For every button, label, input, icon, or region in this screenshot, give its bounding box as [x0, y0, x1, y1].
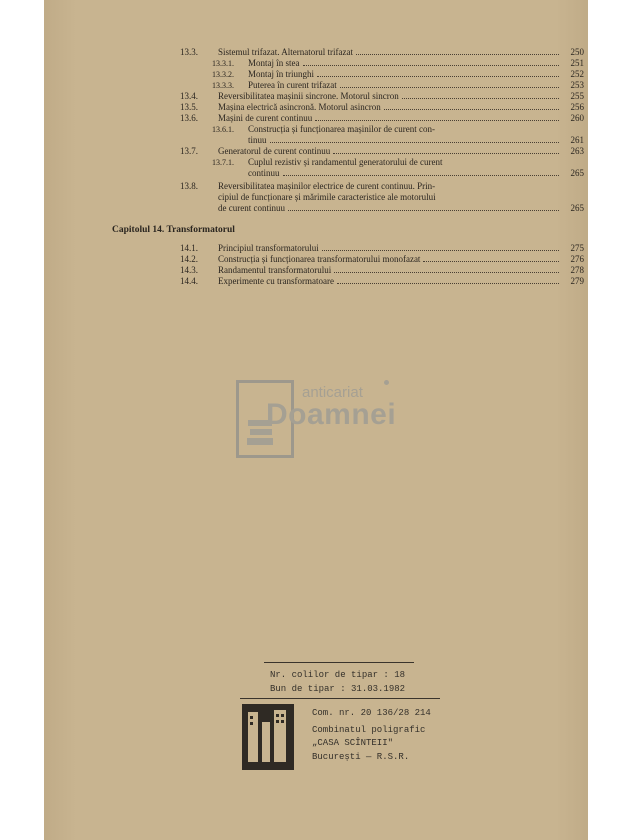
chapter-heading: Capitolul 14. Transformatorul [112, 225, 235, 235]
toc-title: Reversibilitatea mașinii sincrone. Motorul sincron [218, 91, 399, 101]
toc-entry [212, 125, 552, 134]
toc-title: Construcția și funcționarea mașinilor de curent con- [248, 124, 435, 134]
colophon-printer-name: „CASA SCÎNTEII" [312, 738, 394, 748]
toc-title-continued: cipiul de funcționare și mărimile caracteristice ale motorului [218, 192, 436, 202]
toc-number: 13.8. [180, 181, 198, 191]
toc-number: 14.1. [180, 243, 198, 253]
toc-page: 278 [570, 265, 584, 275]
toc-entry-continuation [218, 204, 584, 213]
toc-page: 251 [570, 58, 584, 68]
toc-page: 275 [570, 243, 584, 253]
toc-number: 13.7.1. [212, 158, 234, 167]
toc-entry [180, 48, 584, 57]
toc-title: Montaj în triunghi [248, 69, 314, 79]
toc-title: Randamentul transformatorului [218, 265, 332, 275]
toc-page: 279 [570, 276, 584, 286]
toc-page: 263 [570, 146, 584, 156]
toc-entry-continuation [248, 169, 584, 178]
leader-dots [337, 283, 559, 284]
toc-title: Montaj în stea [248, 58, 300, 68]
toc-entry [180, 255, 584, 264]
toc-number: 14.3. [180, 265, 198, 275]
book-page [44, 0, 588, 840]
toc-number: 13.3.3. [212, 81, 234, 90]
leader-dots [315, 120, 559, 121]
toc-title-continued: tinuu [248, 135, 267, 145]
toc-entry-continuation [218, 193, 584, 202]
leader-dots [423, 261, 559, 262]
toc-number: 14.2. [180, 254, 198, 264]
toc-number: 14.4. [180, 276, 198, 286]
toc-page: 276 [570, 254, 584, 264]
colophon-rule-bottom [240, 698, 440, 699]
toc-page: 265 [570, 203, 584, 213]
toc-entry [180, 182, 584, 191]
toc-entry [180, 92, 584, 101]
toc-entry [180, 244, 584, 253]
watermark-brand-text: Doamnei [266, 398, 397, 431]
toc-title: Mașina electrică asincronă. Motorul asincron [218, 102, 381, 112]
watermark-small-text: anticariat [302, 384, 363, 401]
toc-title-continued: continuu [248, 168, 280, 178]
colophon-sheets: Nr. colilor de tipar : 18 [270, 670, 406, 680]
toc-title-continued: de curent continuu [218, 203, 285, 213]
toc-number: 13.4. [180, 91, 198, 101]
toc-entry [180, 103, 584, 112]
toc-number: 13.5. [180, 102, 198, 112]
toc-entry [212, 81, 584, 90]
toc-number: 13.3. [180, 47, 198, 57]
printing-house-logo [242, 704, 294, 770]
toc-title: Principiul transformatorului [218, 243, 319, 253]
toc-number: 13.3.2. [212, 70, 234, 79]
colophon-printer: Combinatul poligrafic [312, 725, 426, 735]
toc-title: Mașini de curent continuu [218, 113, 313, 123]
anticariat-watermark [236, 380, 436, 460]
leader-dots [356, 54, 559, 55]
leader-dots [270, 142, 559, 143]
leader-dots [333, 153, 559, 154]
leader-dots [317, 76, 559, 77]
colophon-rule-top [264, 662, 414, 663]
toc-page: 256 [570, 102, 584, 112]
watermark-dot [384, 380, 389, 385]
leader-dots [303, 65, 560, 66]
leader-dots [402, 98, 559, 99]
toc-entry [212, 158, 552, 167]
toc-title: Generatorul de curent continuu [218, 146, 331, 156]
leader-dots [322, 250, 559, 251]
leader-dots [340, 87, 559, 88]
colophon-city: București — R.S.R. [312, 752, 410, 762]
toc-title: Construcția și funcționarea transformatorului monofazat [218, 254, 421, 264]
toc-entry [180, 147, 584, 156]
toc-number: 13.7. [180, 146, 198, 156]
colophon-order-number: Com. nr. 20 136/28 214 [312, 708, 431, 718]
leader-dots [283, 175, 560, 176]
toc-page: 260 [570, 113, 584, 123]
toc-title: Reversibilitatea mașinilor electrice de curent continuu. Prin- [218, 181, 436, 191]
toc-entry [180, 277, 584, 286]
toc-page: 255 [570, 91, 584, 101]
toc-page: 261 [570, 135, 584, 145]
toc-title: Cuplul rezistiv și randamentul generatorului de curent [248, 157, 443, 167]
toc-title: Puterea în curent trifazat [248, 80, 337, 90]
toc-number: 13.6.1. [212, 125, 234, 134]
colophon-print-date: Bun de tipar : 31.03.1982 [270, 684, 406, 694]
leader-dots [288, 210, 559, 211]
toc-entry [180, 266, 584, 275]
toc-number: 13.3.1. [212, 59, 234, 68]
toc-title: Sistemul trifazat. Alternatorul trifazat [218, 47, 353, 57]
leader-dots [384, 109, 559, 110]
toc-page: 252 [570, 69, 584, 79]
toc-number: 13.6. [180, 113, 198, 123]
toc-entry-continuation [248, 136, 584, 145]
leader-dots [334, 272, 559, 273]
toc-title: Experimente cu transformatoare [218, 276, 334, 286]
toc-page: 253 [570, 80, 584, 90]
toc-entry [212, 59, 584, 68]
toc-entry [212, 70, 584, 79]
toc-entry [180, 114, 584, 123]
toc-page: 265 [570, 168, 584, 178]
toc-page: 250 [570, 47, 584, 57]
